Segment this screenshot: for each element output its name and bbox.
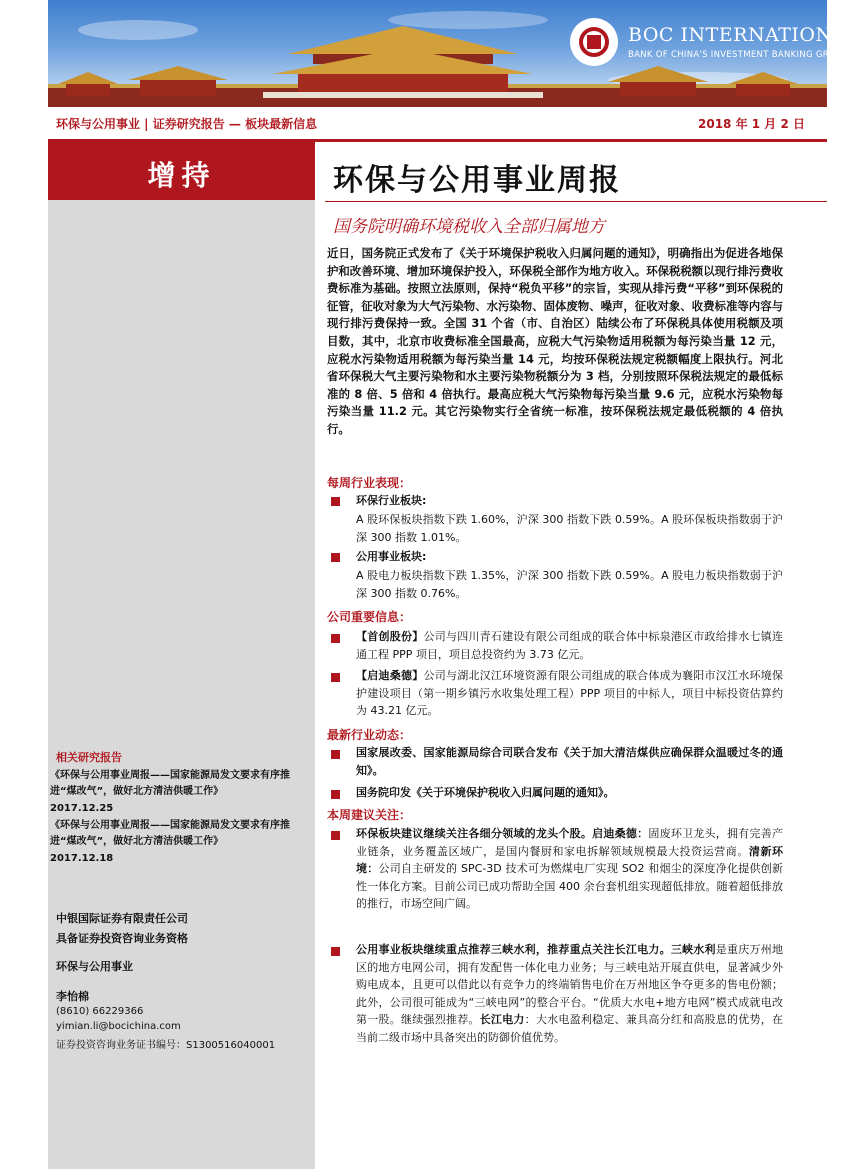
report-date: 2018 年 1 月 2 日 <box>698 117 805 131</box>
related-report-1[interactable]: 《环保与公用事业周报——国家能源局发文要求有序推进“煤改气”，做好北方清洁供暖工作》 <box>50 770 290 797</box>
suggest-company-b-text: 公司自主研发的 SPC-3D 技术可为燃煤电厂实现 SO2 和烟尘的深度净化提供创新性一体化方案。目前公司已成功帮助全国 400 余台套机组实现超低排放。随着超低排放的推行，市场空间广阔。 <box>356 862 784 911</box>
suggest-lead-2: 公用事业板块继续重点推荐三峡水利，推荐重点关注长江电力。 <box>356 943 671 956</box>
company-name: 中银国际证券有限责任公司 <box>56 912 188 925</box>
suggest-company-a: 启迪桑德： <box>592 827 649 840</box>
company-item-2 <box>356 667 783 720</box>
env-sector-text: A 股环保板块指数下跌 1.60%，沪深 300 指数下跌 0.59%。A 股环保板块指数弱于沪深 300 指数 1.01%。 <box>356 513 783 544</box>
suggest-company-c-text: 是重庆万州地区的地方电网公司，拥有发配售一体化电力业务；与三峡电站开展直供电，显著减少外购电成本，且更可以借此以有竞争力的终端销售电价在万州地区争夺更多的售电份额；此外，公司很可能成为“三峡电网”的整合平台。“优质大水电+地方电网”模式成就电改第一股。继续强烈推荐。 <box>356 943 784 1027</box>
square-bullet-icon <box>331 947 340 956</box>
suggest-company-d-text: ：大水电盈利稳定、兼具高分红和高股息的优势，在当前二级市场中具备突出的防御价值优势。 <box>356 1013 784 1044</box>
title-divider <box>325 201 827 202</box>
header-banner <box>48 0 860 107</box>
square-bullet-icon <box>331 497 340 506</box>
square-bullet-icon <box>331 673 340 682</box>
intro-paragraph: 近日，国务院正式发布了《关于环境保护税收入归属问题的通知》，明确指出为促进各地保护和改善环境、增加环境保护投入，环保税全部作为地方收入。环保税税额以现行排污费收费标准为基础。按照立法原则，保持“税负平移”的宗旨，实现从排污费“平移”到环保税的征管，征收对象为大气污染物、水污染物、固体废物、噪声，征收对象、收费标准等内容与现行排污费保持一致。全国 31 个省（市、自治区）陆续公布了环保税具体使用税额及项目数，其中，北京市收费标准全国最高，应税大气污染物适用税额为每污染当量 12 元，应税水污染物适用税额为每污染当量 14 元，均按环保税法规定税额幅度上限执行。河北省环保税大气主要污染物和水主要污染物税额分为 3 档，分别按照环保税法规定的最低标准的 8 倍、5 倍和 4 倍执行。最高应税大气污染物每污染当量 9.6 元，应税水污染物每污染当量 11.2 元。其它污染物实行全省统一标准，按环保税法规定最低税额的 4 倍执行。 <box>327 246 783 436</box>
related-report-date-1: 2017.12.25 <box>50 803 114 814</box>
logo-subtitle: BANK OF CHINA'S INVESTMENT BANKING GROUP <box>628 50 848 60</box>
page-title: 环保与公用事业周报 <box>333 163 621 198</box>
suggest-heading: 本周建议关注： <box>327 808 412 822</box>
rating-badge <box>48 142 315 200</box>
square-bullet-icon <box>331 831 340 840</box>
suggest-company-a-text: 固废环卫龙头，拥有完善产业链条，业务覆盖区域广，是国内餐厨和家电拆解领域规模最大投资运营商。 <box>356 827 784 858</box>
company-text-1: 公司与四川青石建设有限公司组成的联合体中标泉港区市政给排水七镇连通工程 PPP 项目，项目总投资约为 3.73 亿元。 <box>356 630 784 661</box>
company-qualification: 具备证券投资咨询业务资格 <box>56 932 188 945</box>
suggest-paragraph-1 <box>356 825 783 913</box>
sector-label: 环保与公用事业 <box>56 960 133 973</box>
company-text-2: 公司与湖北汉江环境资源有限公司组成的联合体成为襄阳市汉江水环境保护建设项目（第一期乡镇污水收集处理工程）PPP 项目的中标人，项目中标投资估算约为 43.21 亿元。 <box>356 669 784 718</box>
square-bullet-icon <box>331 634 340 643</box>
square-bullet-icon <box>331 790 340 799</box>
rating-label: 增持 <box>147 159 216 192</box>
suggest-paragraph-2 <box>356 941 783 1047</box>
report-category: 环保与公用事业 | 证券研究报告 — 板块最新信息 <box>56 117 318 131</box>
analyst-name: 李怡棉 <box>56 990 89 1003</box>
env-sector-title: 环保行业板块: <box>356 494 427 507</box>
weekly-heading: 每周行业表现： <box>327 476 412 490</box>
utility-sector-text: A 股电力板块指数下跌 1.35%，沪深 300 指数下跌 0.59%。A 股电力板块指数弱于沪深 300 指数 0.76%。 <box>356 569 783 600</box>
industry-item-1: 国家展改委、国家能源局综合司联合发布《关于加大清洁煤供应确保群众温暖过冬的通知》。 <box>356 746 783 777</box>
logo-name: BOC INTERNATIONAL <box>628 24 860 46</box>
industry-item-2: 国务院印发《关于环境保护税收入归属问题的通知》。 <box>356 786 615 799</box>
company-name-1: 【首创股份】 <box>356 630 424 643</box>
analyst-license: 证券投资咨询业务证书编号：S1300516040001 <box>56 1040 276 1051</box>
suggest-company-d: 长江电力 <box>479 1013 525 1027</box>
suggest-company-b: 清新环境： <box>356 844 784 876</box>
page-subtitle: 国务院明确环境税收入全部归属地方 <box>333 217 605 237</box>
company-name-2: 【启迪桑德】 <box>356 669 424 682</box>
related-reports-heading: 相关研究报告 <box>56 751 122 764</box>
analyst-email[interactable]: yimian.li@bocichina.com <box>56 1021 181 1032</box>
analyst-phone: (8610) 66229366 <box>56 1006 144 1017</box>
square-bullet-icon <box>331 750 340 759</box>
utility-sector-title: 公用事业板块: <box>356 550 427 563</box>
boci-logo <box>570 18 860 74</box>
related-report-2[interactable]: 《环保与公用事业周报——国家能源局发文要求有序推进“煤改气”，做好北方清洁供暖工作》 <box>50 820 290 847</box>
related-report-date-2: 2017.12.18 <box>50 853 114 864</box>
suggest-company-c: 三峡水利 <box>670 943 716 956</box>
company-heading: 公司重要信息： <box>327 610 412 624</box>
company-item-1 <box>356 628 783 663</box>
report-header-bar <box>48 107 827 142</box>
boc-emblem-icon <box>570 18 618 66</box>
square-bullet-icon <box>331 553 340 562</box>
industry-heading: 最新行业动态： <box>327 728 412 742</box>
suggest-lead-1: 环保板块建议继续关注各细分领域的龙头个股。 <box>356 827 593 840</box>
